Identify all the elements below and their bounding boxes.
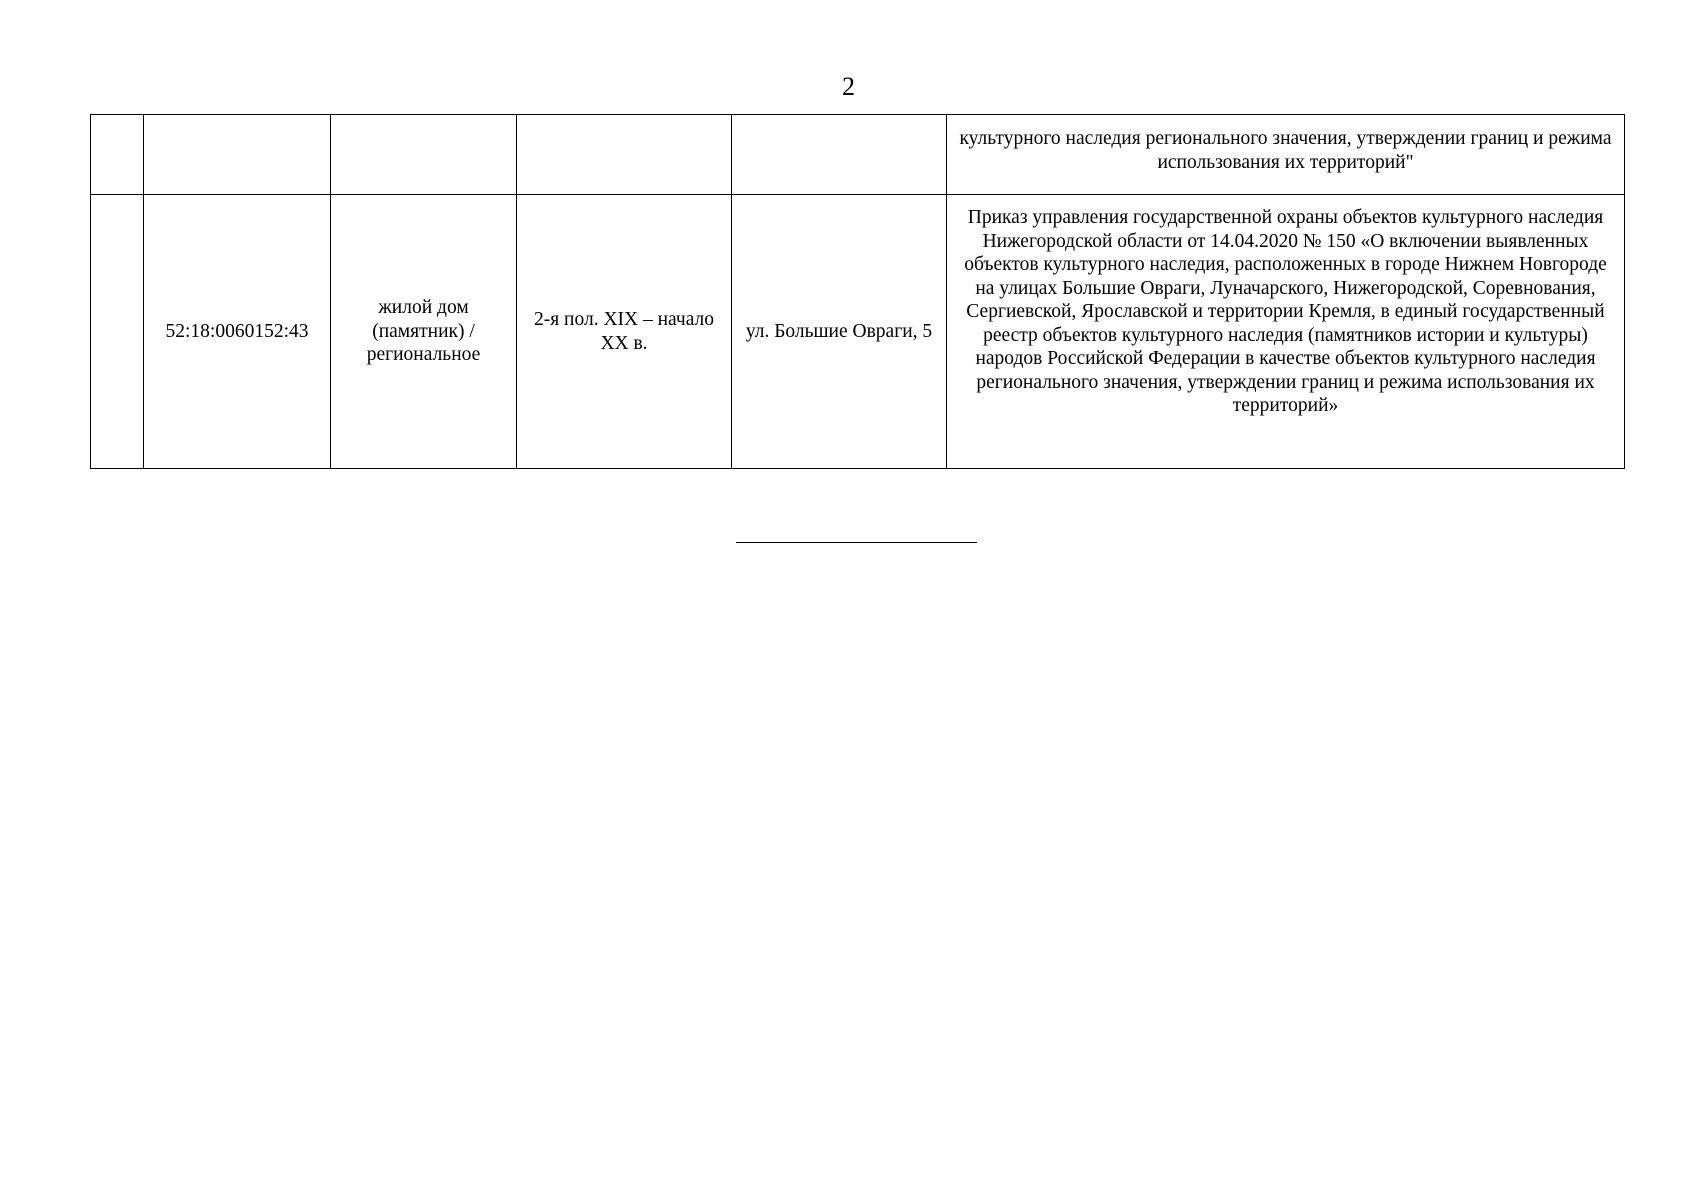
registry-table: [90, 114, 1625, 469]
cell-object-name: жилой дом (памятник) / региональное: [331, 195, 517, 469]
page-number: 2: [842, 72, 855, 101]
cell-object-name: [331, 115, 517, 195]
end-of-document-line: [736, 542, 977, 543]
cell-number: [91, 115, 144, 195]
cell-dating: [517, 115, 732, 195]
table-row-continuation: [91, 115, 1625, 195]
cell-cadastral-number: 52:18:0060152:43: [144, 195, 331, 469]
cell-number: [91, 195, 144, 469]
cell-document: Приказ управления государственной охраны объектов культурного наследия Нижегородской области от 14.04.2020 № 150 «О включении выявленных объектов культурного наследия, расположенных в городе Нижнем Новгороде на улицах Большие Овраги, Луначарского, Нижегородской, Соревнования, Сергиевской, Ярославской и территории Кремля, в единый государственный реестр объектов культурного наследия (памятников истории и культуры) народов Российской Федерации в качестве объектов культурного наследия регионального значения, утверждении границ и режима использования их территорий»: [947, 195, 1625, 469]
table-row: [91, 195, 1625, 469]
cell-dating: 2-я пол. XIX – начало XX в.: [517, 195, 732, 469]
cell-document: культурного наследия регионального значения, утверждении границ и режима использования их территорий": [947, 115, 1625, 195]
cell-address: ул. Большие Овраги, 5: [732, 195, 947, 469]
cell-cadastral-number: [144, 115, 331, 195]
cell-address: [732, 115, 947, 195]
